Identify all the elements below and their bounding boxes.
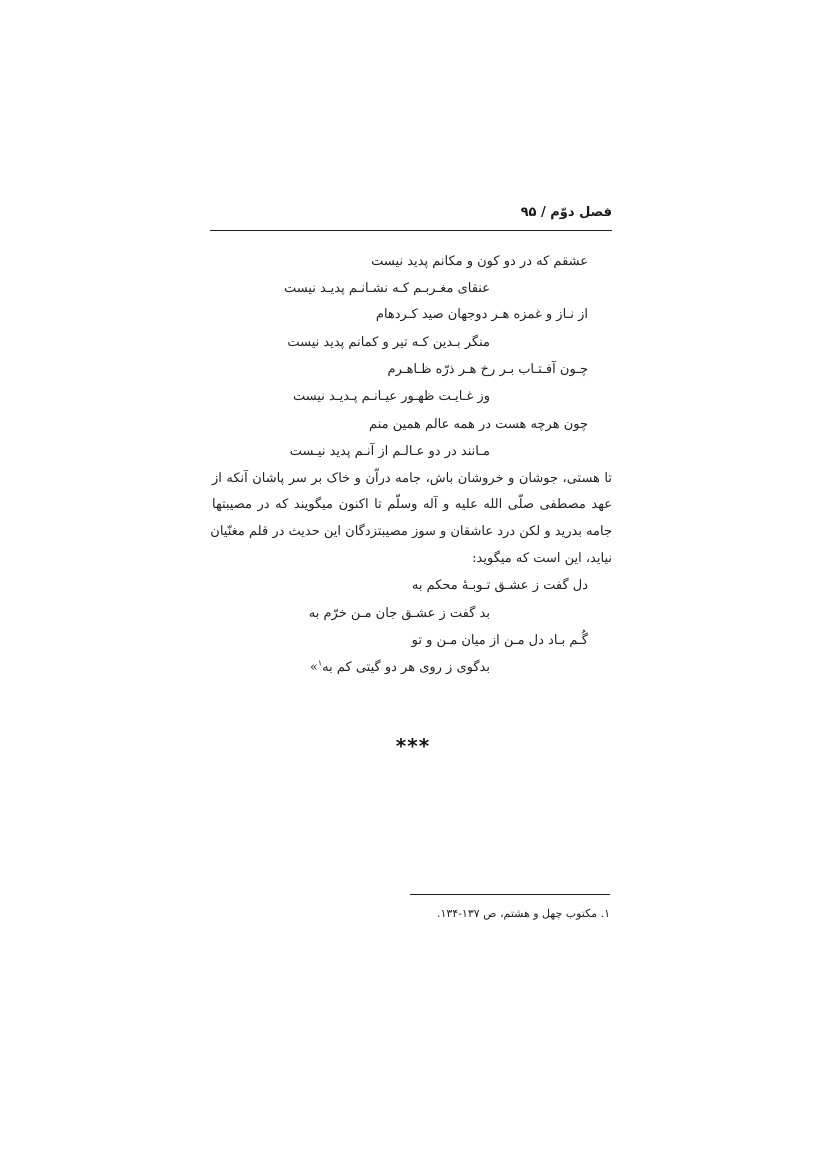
footnote-rule (410, 894, 610, 895)
poem1-line-3: از نـاز و غمزه هـر دوجهان صید کـردهام (375, 307, 588, 322)
footnote-marker[interactable]: ۱ (317, 658, 323, 668)
poem1-line-6: وز غـایـت ظهـور عیـانـم پـدیـد نیست (292, 389, 490, 404)
poem1-line-4: منگر بـدین کـه تیر و کمانم پدید نیست (287, 335, 490, 350)
footnote: ۱. مکتوب چهل و هشتم، ص ۱۳۷-۱۳۴. (436, 907, 610, 920)
prose-line-3: جامه بدرید و لکن درد عاشقان و سوز مصیبتزدگان این حدیث در قلم مغنّیان (210, 524, 612, 539)
prose-line-4: نیاید، این است که میگوید: (472, 551, 612, 566)
poem1-line-7: چون هرچه هست در همه عالم همین منم (369, 417, 588, 432)
poem2-line-1: دل گفت ز عشـق تـوبـهٔ محکم به (411, 578, 588, 593)
section-separator: *** (395, 734, 431, 758)
prose-line-2: عهد مصطفی صلّی الله علیه و آله وسلّم تا اکنون میگویند که در مصیبتها (212, 497, 612, 512)
poem2-line-3: گُـم بـاد دل مـن از میان مـن و تو (411, 633, 588, 648)
poem1-line-8: مـانند در دو عـالـم از آنـم پدید نیـست (289, 444, 490, 459)
poem2-line-2: بد گفت ز عشـق جان مـن خرّم به (308, 606, 490, 621)
header-rule (210, 230, 612, 231)
poem1-line-2: عنقای مغـربـم کـه نشـانـم پدیـد نیست (284, 281, 490, 296)
page-header: فصل دوّم / ۹۵ (520, 205, 612, 220)
poem1-line-5: چـون آفـتـاب بـر رخ هـر ذرّه ظـاهـرم (387, 362, 588, 377)
closing-quote: » (309, 660, 318, 675)
poem1-line-1: عشقم که در دو کون و مکانم پدید نیست (371, 254, 588, 269)
prose-line-1: تا هستی، جوشان و خروشان باش، جامه دراّن و خاک بر سر پاشان آنکه از (212, 471, 612, 486)
poem2-line-4-text: بدگوی ز روی هر دو گیتی کم به (322, 660, 490, 675)
poem2-line-4 (310, 657, 490, 679)
